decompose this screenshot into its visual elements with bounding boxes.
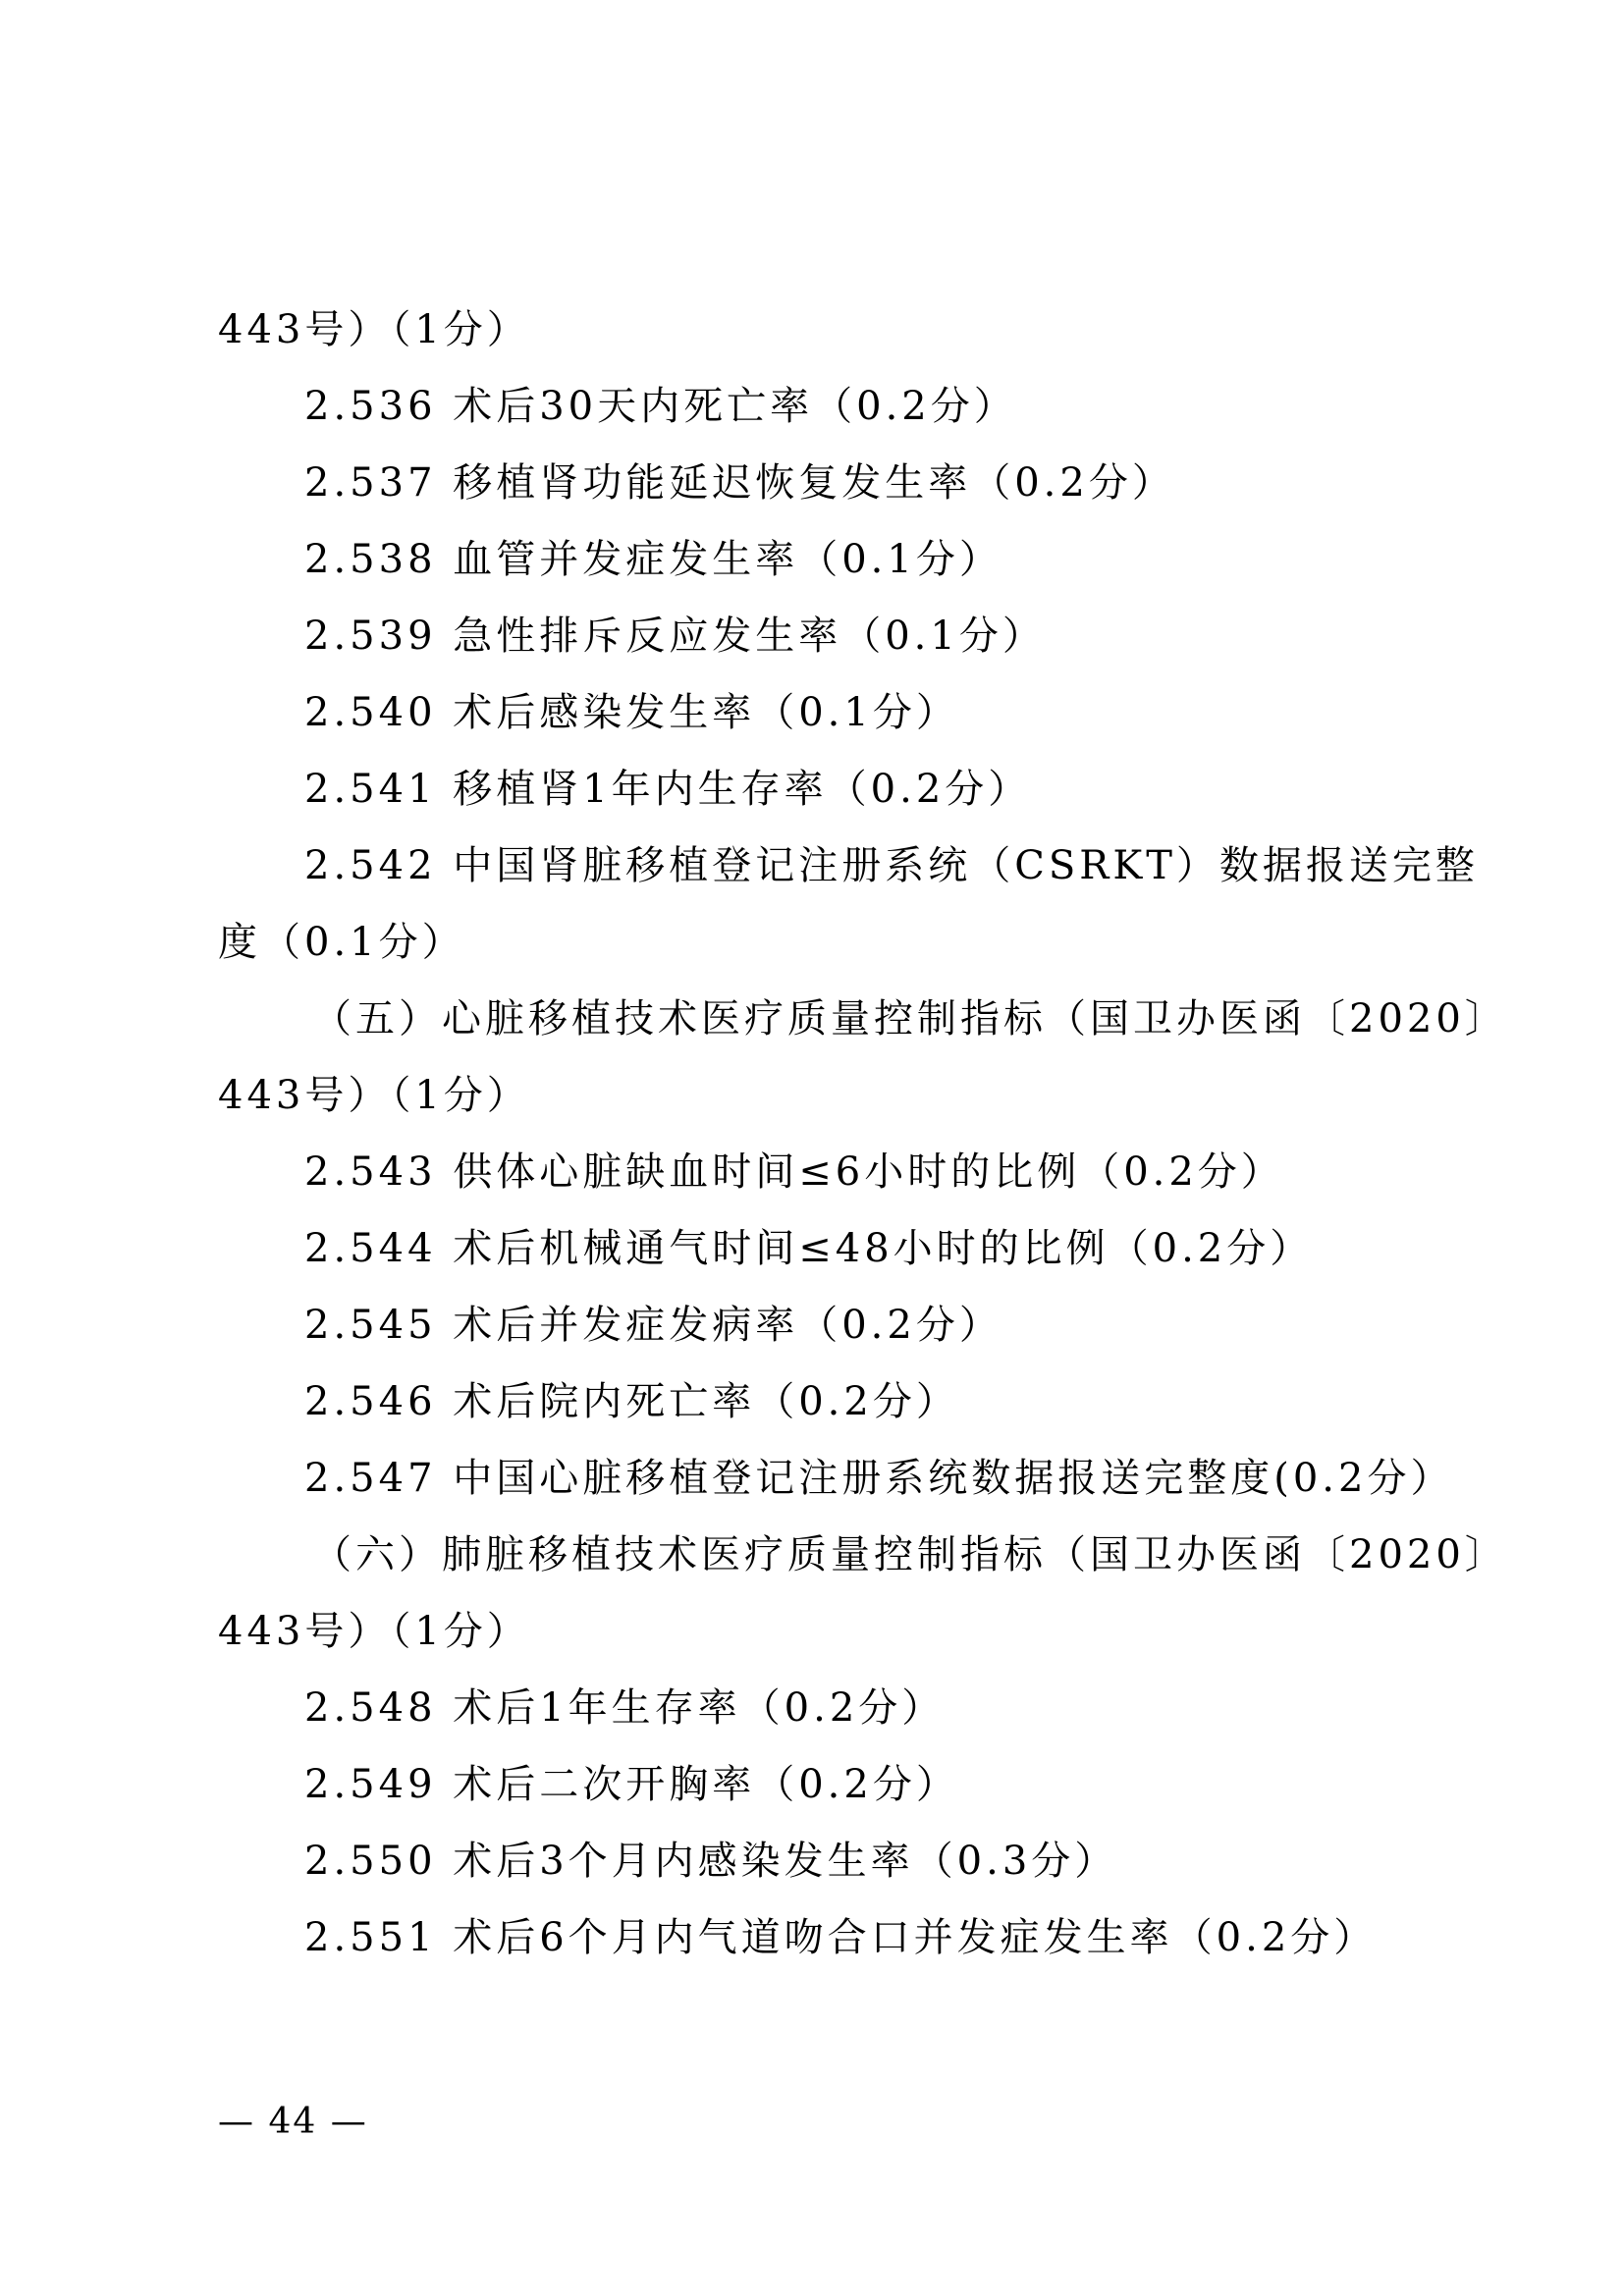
text-line-continuation: 443号）（1分） <box>218 1073 530 1118</box>
indicator-2-548: 2.548 术后1年生存率（0.2分） <box>304 1685 946 1731</box>
section-heading-six: （六）肺脏移植技术医疗质量控制指标（国卫办医函〔2020〕 <box>312 1532 1508 1577</box>
indicator-2-549: 2.549 术后二次开胸率（0.2分） <box>304 1762 959 1807</box>
indicator-2-545: 2.545 术后并发症发病率（0.2分） <box>304 1303 1002 1348</box>
indicator-2-541: 2.541 移植肾1年内生存率（0.2分） <box>304 767 1032 812</box>
indicator-2-537: 2.537 移植肾功能延迟恢复发生率（0.2分） <box>304 460 1175 506</box>
indicator-2-536: 2.536 术后30天内死亡率（0.2分） <box>304 384 1017 429</box>
indicator-2-540: 2.540 术后感染发生率（0.1分） <box>304 690 959 735</box>
indicator-2-544: 2.544 术后机械通气时间≤48小时的比例（0.2分） <box>304 1226 1314 1271</box>
text-line-continuation: 443号）（1分） <box>218 1609 530 1654</box>
section-heading-five: （五）心脏移植技术医疗质量控制指标（国卫办医函〔2020〕 <box>312 996 1508 1041</box>
page-number: — 44 — <box>218 2102 368 2142</box>
indicator-2-550: 2.550 术后3个月内感染发生率（0.3分） <box>304 1839 1118 1884</box>
indicator-2-538: 2.538 血管并发症发生率（0.1分） <box>304 537 1002 582</box>
indicator-2-543: 2.543 供体心脏缺血时间≤6小时的比例（0.2分） <box>304 1149 1284 1195</box>
indicator-2-546: 2.546 术后院内死亡率（0.2分） <box>304 1379 959 1424</box>
indicator-2-551: 2.551 术后6个月内气道吻合口并发症发生率（0.2分） <box>304 1915 1378 1960</box>
indicator-2-542: 2.542 中国肾脏移植登记注册系统（CSRKT）数据报送完整 <box>304 843 1479 888</box>
text-line: 443号）（1分） <box>218 307 530 352</box>
indicator-2-547: 2.547 中国心脏移植登记注册系统数据报送完整度(0.2分） <box>304 1456 1454 1501</box>
indicator-2-539: 2.539 急性排斥反应发生率（0.1分） <box>304 614 1046 659</box>
text-line-continuation: 度（0.1分） <box>218 920 465 965</box>
